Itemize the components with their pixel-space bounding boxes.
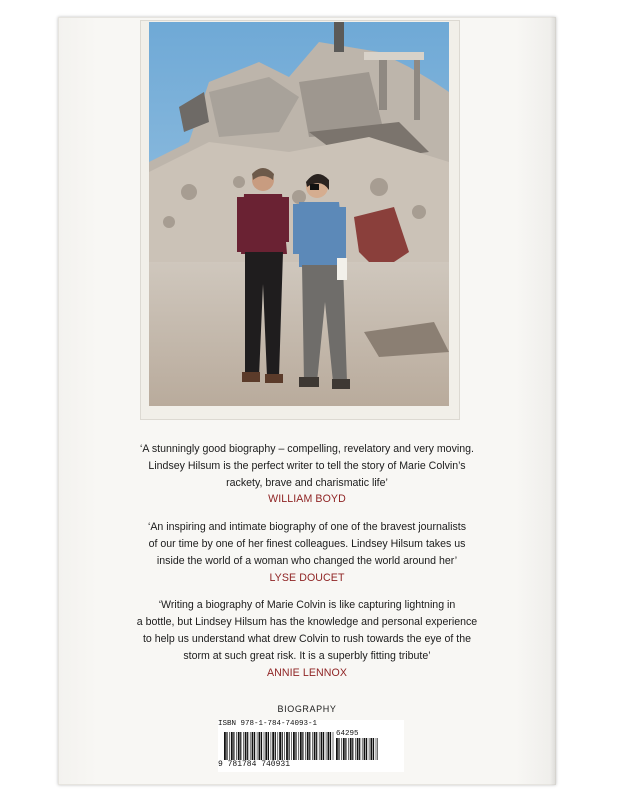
barcode-stripe (338, 738, 339, 760)
quote-line: of our time by one of her finest colleagues. Lindsey Hilsum takes us (148, 537, 466, 550)
barcode-stripe (250, 732, 251, 760)
barcode-stripe (291, 732, 292, 760)
barcode-stripe (275, 732, 276, 760)
quote-line: a bottle, but Lindsey Hilsum has the knowledge and personal experience (136, 616, 478, 629)
barcode-stripe (307, 732, 309, 760)
price-code: 64295 (336, 730, 359, 738)
barcode-stripe (229, 732, 230, 760)
quote-line: Lindsey Hilsum is the perfect writer to tell the story of Marie Colvin’s (148, 459, 466, 472)
barcode-stripe (336, 738, 338, 760)
quote-line: ‘A stunningly good biography – compelling, revelatory and very moving. (140, 443, 474, 455)
barcode-stripe (328, 732, 330, 760)
barcode-stripe (309, 732, 310, 760)
barcode-stripe (362, 738, 363, 760)
barcode-addon-bars (336, 738, 378, 760)
cover-photo (149, 22, 449, 406)
quote-line: inside the world of a woman who changed the world around her’ (156, 554, 458, 567)
barcode-stripe (261, 732, 262, 760)
isbn-label: ISBN 978-1-784-74093-1 (218, 720, 318, 728)
barcode-stripe (355, 738, 356, 760)
barcode-stripe (295, 732, 296, 760)
barcode-stripe (352, 738, 353, 760)
barcode-stripe (268, 732, 269, 760)
barcode-stripe (348, 738, 349, 760)
barcode-stripe (293, 732, 295, 760)
barcode-stripe (298, 732, 299, 760)
barcode-stripe (376, 738, 377, 760)
barcode-stripe (278, 732, 279, 760)
ean-digits: 9 781784 740931 (218, 760, 291, 769)
barcode-stripe (359, 738, 360, 760)
barcode-stripe (247, 732, 248, 760)
quote-line: storm at such great risk. It is a superbly fitting tribute’ (183, 649, 431, 662)
barcode-stripe (357, 738, 359, 760)
barcode (218, 720, 404, 772)
barcode-stripe (312, 732, 313, 760)
barcode-stripe (300, 732, 302, 760)
quote-author: ANNIE LENNOX (266, 666, 348, 679)
quote-line: rackety, brave and charismatic life’ (226, 476, 388, 489)
barcode-stripe (243, 732, 244, 760)
photo-frame (140, 20, 460, 420)
barcode-stripe (265, 732, 267, 760)
genre-label: BIOGRAPHY (277, 704, 337, 714)
barcode-stripe (302, 732, 303, 760)
barcode-stripe (236, 732, 237, 760)
barcode-bars (224, 732, 334, 760)
barcode-stripe (371, 738, 373, 760)
barcode-stripe (350, 738, 352, 760)
book-back-cover (58, 17, 556, 785)
barcode-stripe (364, 738, 366, 760)
quote-line: ‘Writing a biography of Marie Colvin is like capturing lightning in (158, 599, 456, 612)
barcode-stripe (238, 732, 240, 760)
barcode-stripe (282, 732, 283, 760)
barcode-stripe (245, 732, 247, 760)
barcode-stripe (377, 738, 378, 760)
barcode-stripe (289, 732, 290, 760)
barcode-stripe (345, 738, 346, 760)
quote-line: ‘An inspiring and intimate biography of one of the bravest journalists (148, 521, 466, 534)
quote-author: LYSE DOUCET (269, 571, 345, 584)
barcode-stripe (254, 732, 255, 760)
barcode-stripe (233, 732, 234, 760)
barcode-stripe (271, 732, 272, 760)
quote-line: to help us understand what drew Colvin to rush towards the eye of the (142, 632, 471, 645)
barcode-stripe (343, 738, 345, 760)
barcode-stripe (259, 732, 261, 760)
barcode-stripe (252, 732, 254, 760)
barcode-stripe (272, 732, 274, 760)
barcode-stripe (224, 732, 226, 760)
barcode-stripe (323, 732, 324, 760)
barcode-stripe (366, 738, 367, 760)
barcode-stripe (279, 732, 281, 760)
barcode-stripe (264, 732, 265, 760)
barcode-stripe (226, 732, 227, 760)
barcode-stripe (319, 732, 320, 760)
barcode-stripe (240, 732, 241, 760)
barcode-stripe (257, 732, 258, 760)
barcode-stripe (341, 738, 342, 760)
review-quotes (58, 441, 556, 692)
quote-boyd (58, 441, 556, 508)
barcode-stripe (231, 732, 233, 760)
barcode-stripe (373, 738, 374, 760)
barcode-stripe (326, 732, 327, 760)
barcode-stripe (330, 732, 331, 760)
barcode-stripe (316, 732, 317, 760)
barcode-stripe (284, 732, 285, 760)
quote-doucet (58, 519, 556, 586)
barcode-stripe (321, 732, 323, 760)
barcode-stripe (333, 732, 334, 760)
barcode-stripe (314, 732, 316, 760)
quote-author: WILLIAM BOYD (268, 493, 346, 506)
quote-lennox (58, 597, 556, 681)
barcode-stripe (369, 738, 370, 760)
barcode-stripe (305, 732, 306, 760)
barcode-stripe (286, 732, 288, 760)
